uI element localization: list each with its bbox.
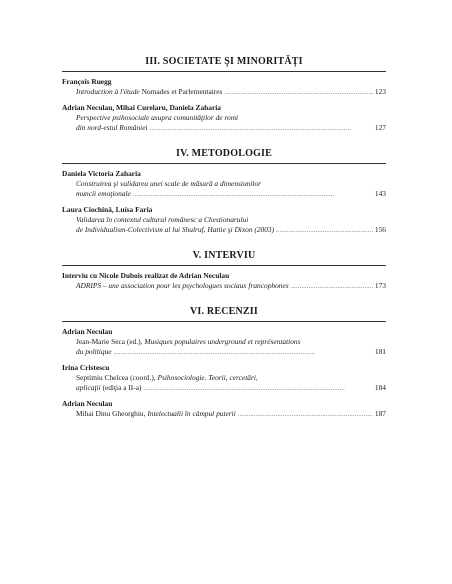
entry-plain-text: Jean-Marie Seca (ed.), [76, 337, 145, 346]
entry-author: Irina Cristescu [62, 363, 110, 372]
entry-title-text [76, 87, 222, 97]
dot-leader [276, 225, 373, 236]
entry-italic-text: muncii emoţionale [76, 189, 131, 198]
entry-author: François Ruegg [62, 77, 112, 86]
entry-title-text [76, 383, 141, 393]
entry-title-line [62, 113, 386, 123]
entry-italic-text: Psihosociologie. Teorii, cercetări, [157, 373, 258, 382]
entry-title-line [62, 281, 386, 292]
dot-leader [133, 189, 373, 200]
entry-title-line [62, 179, 386, 189]
entry-title-line [62, 215, 386, 225]
entry-italic-text: Validarea în contextul cultural românesc a Chestionarului [76, 215, 249, 224]
entry-italic-text: du politique [76, 347, 112, 356]
entry-title-line [62, 123, 386, 134]
section-title: III. SOCIETATE ŞI MINORITĂŢI [145, 56, 303, 67]
section-divider [62, 321, 386, 322]
toc-section [62, 250, 386, 292]
entry-title-line [62, 383, 386, 394]
entry-title-line [62, 337, 386, 347]
toc-entry [62, 169, 386, 200]
dot-leader [291, 281, 373, 292]
toc-entry [62, 363, 386, 394]
entry-italic-text: Musiques populaires underground et représentations [144, 337, 301, 346]
entry-title-text [76, 189, 131, 199]
entry-plain-text: Septimiu Chelcea (coord.), [76, 373, 158, 382]
entry-title-line [62, 87, 386, 98]
page-number: 127 [374, 123, 386, 132]
section-title: V. INTERVIU [192, 250, 256, 261]
table-of-contents [62, 56, 386, 434]
entry-author: Adrian Neculau, Mihai Curelaru, Daniela Zaharia [62, 103, 221, 112]
entry-italic-text: Perspective psihosociale asupra comunităţilor de romi [76, 113, 239, 122]
entry-author: Adrian Neculau [62, 399, 113, 408]
page-number: 173 [374, 281, 386, 290]
entry-title-line [62, 409, 386, 420]
page-number: 184 [374, 383, 386, 392]
toc-entry [62, 271, 386, 292]
toc-section [62, 148, 386, 236]
page-number: 156 [374, 225, 386, 234]
entry-italic-text: din nord-estul României [76, 123, 148, 132]
entry-plain-text: Mihai Dinu Gheorghiu, [76, 409, 148, 418]
entry-title-text [76, 123, 148, 133]
entry-title-line [62, 373, 386, 383]
entry-author: Interviu cu Nicole Dubois realizat de Adrian Neculau [62, 271, 230, 280]
entry-title-line [62, 347, 386, 358]
entry-italic-text: ADRIPS – une association pour les psychologues sociaux francophones [76, 281, 289, 290]
dot-leader [238, 409, 373, 420]
entry-italic-text: aplicaţii [76, 383, 101, 392]
dot-leader [114, 347, 373, 358]
section-title: IV. METODOLOGIE [176, 148, 272, 159]
entry-title-text [76, 215, 248, 224]
toc-entry [62, 205, 386, 236]
entry-plain-text: (ediţia a II-a) [100, 383, 142, 392]
entry-author: Laura Ciochină, Luísa Faria [62, 205, 153, 214]
entry-italic-text: Intelectualii în câmpul puterii [147, 409, 236, 418]
page-number: 187 [374, 409, 386, 418]
entry-plain-text: Nomades et Parlementaires [139, 87, 223, 96]
entry-title-text [76, 337, 300, 346]
page-number: 123 [374, 87, 386, 96]
toc-entry [62, 399, 386, 420]
toc-entry [62, 327, 386, 358]
entry-italic-text: Construirea şi validarea unei scale de măsură a dimensiunilor [76, 179, 262, 188]
entry-title-text [76, 179, 261, 188]
entry-title-line [62, 189, 386, 200]
entry-title-text [76, 409, 236, 419]
dot-leader [224, 87, 372, 98]
page-number: 143 [374, 189, 386, 198]
toc-section [62, 306, 386, 420]
dot-leader [150, 123, 373, 134]
entry-title-line [62, 225, 386, 236]
section-divider [62, 71, 386, 72]
section-title: VI. RECENZII [190, 306, 258, 317]
entry-italic-text: de Individualism-Colectivism al lui Shulruf, Hattie şi Dixon (2003) [76, 225, 275, 234]
entry-author: Daniela Victoria Zaharia [62, 169, 141, 178]
section-divider [62, 163, 386, 164]
entry-italic-text: Introduction à l'étude [76, 87, 140, 96]
entry-title-text [76, 225, 274, 235]
toc-section [62, 56, 386, 134]
entry-title-text [76, 373, 258, 382]
entry-author: Adrian Neculau [62, 327, 113, 336]
toc-entry [62, 103, 386, 134]
entry-title-text [76, 113, 238, 122]
section-divider [62, 265, 386, 266]
entry-title-text [76, 347, 112, 357]
page-number: 181 [374, 347, 386, 356]
dot-leader [143, 383, 372, 394]
toc-entry [62, 77, 386, 98]
entry-title-text [76, 281, 289, 291]
